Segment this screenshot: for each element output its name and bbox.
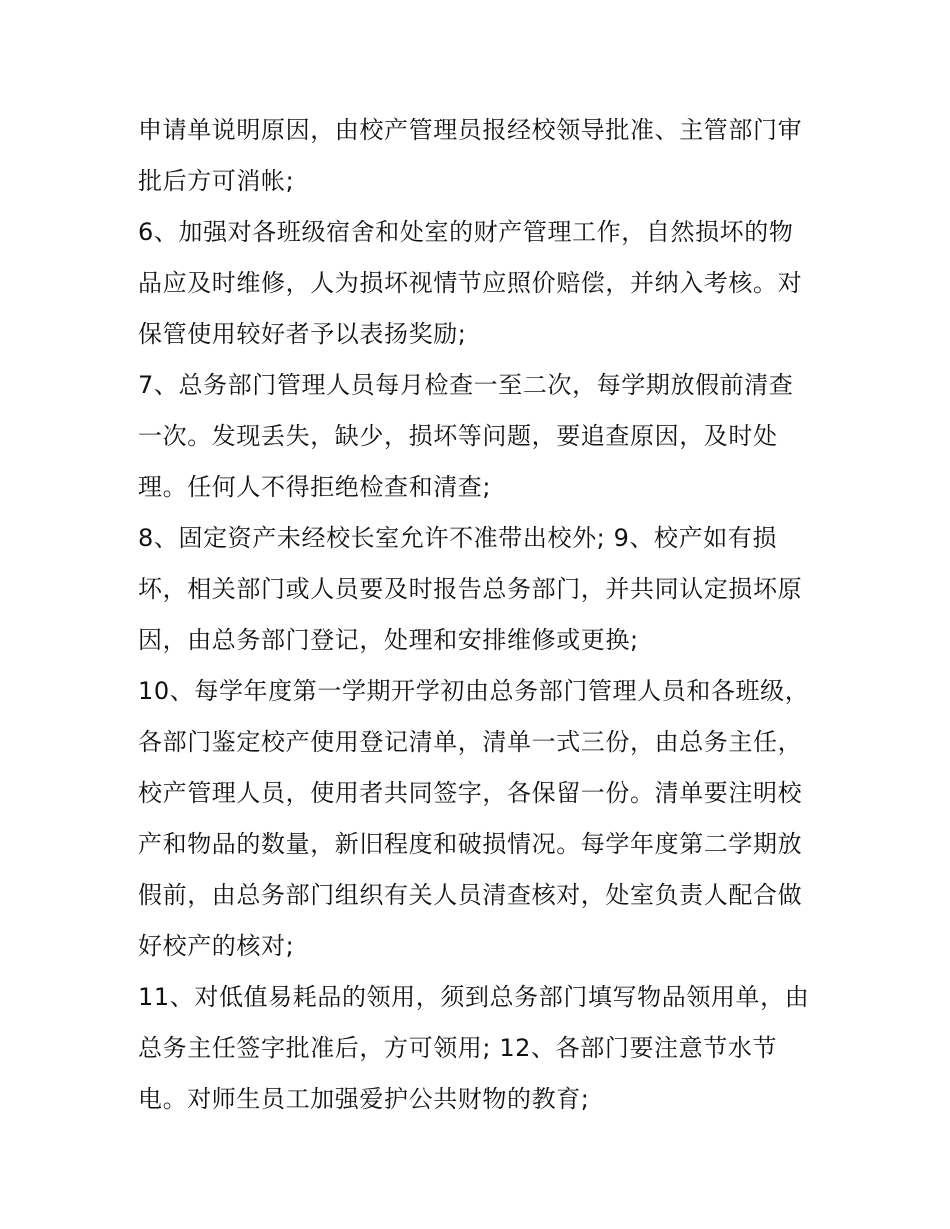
text-line: 7、总务部门管理人员每月检查一至二次，每学期放假前清查 bbox=[138, 371, 794, 399]
text-line: 理。任何人不得拒绝检查和清查; bbox=[138, 473, 492, 501]
text-line: 坏，相关部门或人员要及时报告总务部门，并共同认定损坏原 bbox=[138, 575, 803, 603]
text-line: 6、加强对各班级宿舍和处室的财产管理工作，自然损坏的物 bbox=[138, 218, 794, 246]
text-line: 品应及时维修，人为损坏视情节应照价赔偿，并纳入考核。对 bbox=[138, 269, 803, 297]
text-line: 因，由总务部门登记，处理和安排维修或更换; bbox=[138, 626, 639, 654]
text-line: 保管使用较好者予以表扬奖励; bbox=[138, 320, 467, 348]
text-line: 各部门鉴定校产使用登记清单，清单一式三份，由总务主任， bbox=[138, 728, 803, 756]
document-body bbox=[138, 105, 838, 1125]
text-line: 校产管理人员，使用者共同签字，各保留一份。清单要注明校 bbox=[138, 779, 803, 807]
text-line: 假前，由总务部门组织有关人员清查核对，处室负责人配合做 bbox=[138, 881, 803, 909]
text-line: 电。对师生员工加强爱护公共财物的教育; bbox=[138, 1085, 590, 1113]
text-line: 一次。发现丢失，缺少，损坏等问题，要追查原因，及时处 bbox=[138, 422, 778, 450]
text-line: 10、每学年度第一学期开学初由总务部门管理人员和各班级， bbox=[138, 677, 810, 705]
text-line: 好校产的核对; bbox=[138, 932, 295, 960]
text-line: 11、对低值易耗品的领用，须到总务部门填写物品领用单，由 bbox=[138, 983, 810, 1011]
text-line: 批后方可消帐; bbox=[138, 167, 295, 195]
text-line: 总务主任签字批准后，方可领用; 12、各部门要注意节水节 bbox=[138, 1034, 778, 1062]
text-line: 8、固定资产未经校长室允许不准带出校外; 9、校产如有损 bbox=[138, 524, 778, 552]
text-line: 申请单说明原因，由校产管理员报经校领导批准、主管部门审 bbox=[138, 116, 803, 144]
text-line: 产和物品的数量，新旧程度和破损情况。每学年度第二学期放 bbox=[138, 830, 803, 858]
